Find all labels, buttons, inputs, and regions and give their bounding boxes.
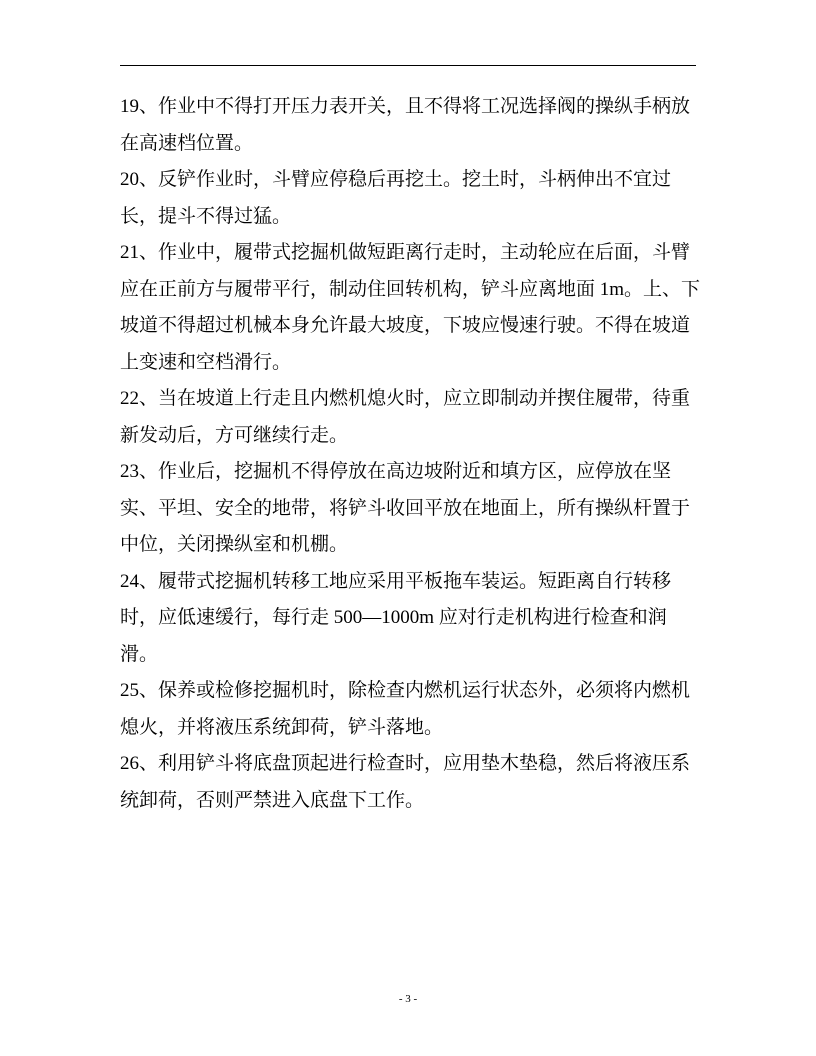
text-line: 滑。 xyxy=(120,643,159,665)
paragraph xyxy=(120,746,720,819)
text-line: 时，应低速缓行，每行走 500—1000m 应对行走机构进行检查和润 xyxy=(120,607,667,628)
page-number: - 3 - xyxy=(398,993,418,1005)
header-rule xyxy=(120,65,696,66)
text-line: 24、履带式挖掘机转移工地应采用平板拖车装运。短距离自行转移 xyxy=(120,570,672,592)
text-line: 熄火，并将液压系统卸荷，铲斗落地。 xyxy=(120,716,444,738)
text-line: 在高速档位置。 xyxy=(120,132,254,154)
paragraph xyxy=(120,454,720,564)
paragraph xyxy=(120,381,720,454)
text-line: 坡道不得超过机械本身允许最大坡度，下坡应慢速行驶。不得在坡道 xyxy=(120,315,691,336)
text-line: 26、利用铲斗将底盘顶起进行检查时，应用垫木垫稳，然后将液压系 xyxy=(120,753,691,774)
text-line: 应在正前方与履带平行，制动住回转机构，铲斗应离地面 1m。上、下 xyxy=(120,278,701,300)
paragraph xyxy=(120,673,720,746)
document-body xyxy=(120,89,720,819)
text-line: 中位，关闭操纵室和机棚。 xyxy=(120,534,349,555)
text-line: 21、作业中，履带式挖掘机做短距离行走时，主动轮应在后面，斗臂 xyxy=(120,242,691,263)
text-line: 20、反铲作业时，斗臂应停稳后再挖土。挖土时，斗柄伸出不宜过 xyxy=(120,169,672,190)
paragraph xyxy=(120,235,720,381)
text-line: 23、作业后，挖掘机不得停放在高边坡附近和填方区，应停放在坚 xyxy=(120,461,672,482)
text-line: 19、作业中不得打开压力表开关，且不得将工况选择阀的操纵手柄放 xyxy=(120,96,691,117)
text-line: 新发动后，方可继续行走。 xyxy=(120,424,349,446)
text-line: 统卸荷，否则严禁进入底盘下工作。 xyxy=(120,789,425,811)
paragraph xyxy=(120,564,720,674)
text-line: 实、平坦、安全的地带，将铲斗收回平放在地面上，所有操纵杆置于 xyxy=(120,497,691,519)
text-line: 上变速和空档滑行。 xyxy=(120,351,292,373)
paragraph xyxy=(120,162,720,235)
paragraph xyxy=(120,89,720,162)
text-line: 长，提斗不得过猛。 xyxy=(120,205,292,227)
text-line: 22、当在坡道上行走且内燃机熄火时，应立即制动并揳住履带，待重 xyxy=(120,388,691,409)
text-line: 25、保养或检修挖掘机时，除检查内燃机运行状态外，必须将内燃机 xyxy=(120,680,691,701)
